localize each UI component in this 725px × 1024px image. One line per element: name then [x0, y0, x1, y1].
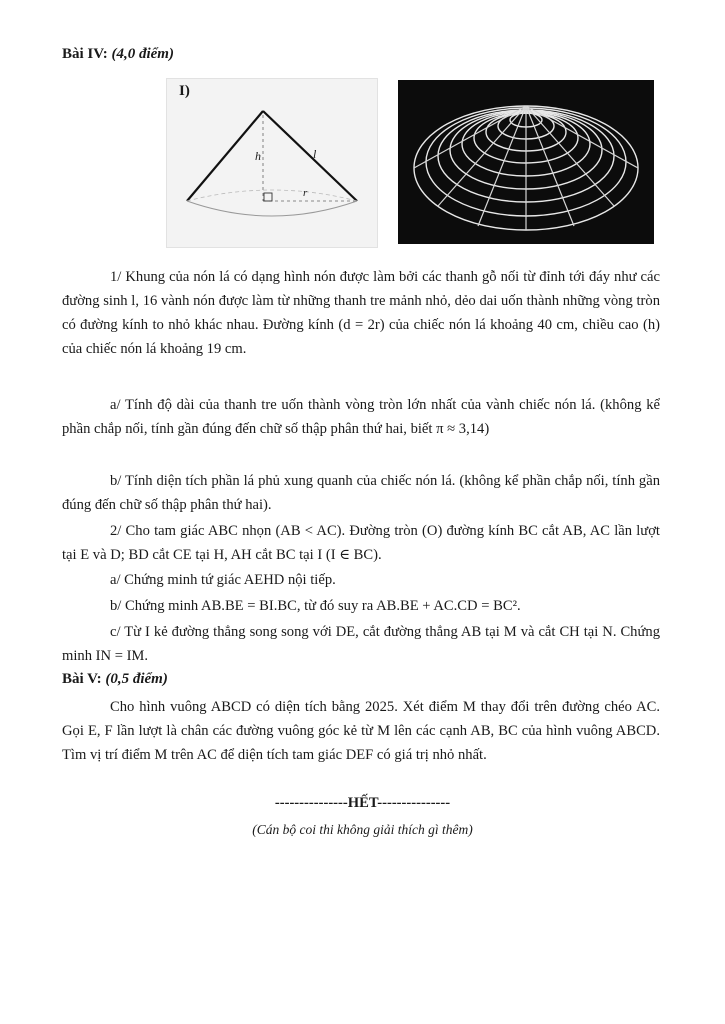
cone-svg: [167, 79, 377, 247]
section-4-title: Bài IV:: [62, 46, 108, 62]
right-angle-mark: [264, 193, 272, 201]
problem-1-intro: 1/ Khung của nón lá có dạng hình nón được làm bởi các thanh gỗ nối từ đỉnh tới đáy như các đường sinh l, 16 vành nón được làm từ những thanh tre mảnh nhỏ, dẻo dai uốn thành những vòng tròn có đường kính to nhỏ khác nhau. Đường kính (d = 2r) của chiếc nón lá khoảng 40 cm, chiều cao (h) của chiếc nón lá khoảng 19 cm.: [62, 269, 660, 357]
section-5-title: Bài V:: [62, 671, 102, 687]
part-1-label: I): [179, 83, 190, 99]
problem-2c: c/ Từ I kẻ đường thẳng song song với DE, cắt đường thẳng AB tại M và cắt CH tại N. Chứng minh IN = IM.: [62, 624, 660, 664]
proctor-note: (Cán bộ coi thi không giải thích gì thêm): [252, 822, 473, 837]
problem-1a: a/ Tính độ dài của thanh tre uốn thành vòng tròn lớn nhất của vành chiếc nón lá. (không kể phần chắp nối, tính gần đúng đến chữ số thập phân thứ hai, biết π ≈ 3,14): [62, 397, 660, 437]
section-5-points: (0,5 điểm): [105, 671, 168, 687]
section-4-points: (4,0 điểm): [111, 46, 174, 62]
section-4-heading: [62, 46, 174, 63]
problem-2b: b/ Chứng minh AB.BE = BI.BC, từ đó suy ra AB.BE + AC.CD = BC².: [110, 598, 521, 614]
problem-1b: b/ Tính diện tích phần lá phủ xung quanh của chiếc nón lá. (không kể phần chắp nối, tính gần đúng đến chữ số thập phân thứ hai).: [62, 473, 660, 513]
cone-base-front: [187, 201, 357, 216]
hat-frame-svg: [398, 80, 654, 244]
end-marker: ---------------HẾT---------------: [274, 795, 451, 811]
cone-left-slant: [187, 111, 263, 201]
problem-2a: a/ Chứng minh tứ giác AEHD nội tiếp.: [110, 572, 336, 588]
cone-right-slant: [263, 111, 357, 201]
problem-2-intro: 2/ Cho tam giác ABC nhọn (AB < AC). Đường tròn (O) đường kính BC cắt AB, AC lần lượt tại E và D; BD cắt CE tại H, AH cắt BC tại I (I ∈ BC).: [62, 523, 660, 563]
section-5-text: Cho hình vuông ABCD có diện tích bằng 2025. Xét điểm M thay đổi trên đường chéo AC. Gọi E, F lần lượt là chân các đường vuông góc kẻ từ M lên các cạnh AB, BC của hình vuông ABCD. Tìm vị trí điểm M trên AC để diện tích tam giác DEF có giá trị nhỏ nhất.: [62, 699, 660, 763]
hat-frame-photo: [398, 80, 654, 244]
label-l: l: [313, 147, 317, 161]
label-r: r: [303, 187, 308, 199]
label-h: h: [255, 149, 261, 163]
section-5-heading: [62, 671, 168, 688]
cone-diagram: [166, 78, 378, 248]
